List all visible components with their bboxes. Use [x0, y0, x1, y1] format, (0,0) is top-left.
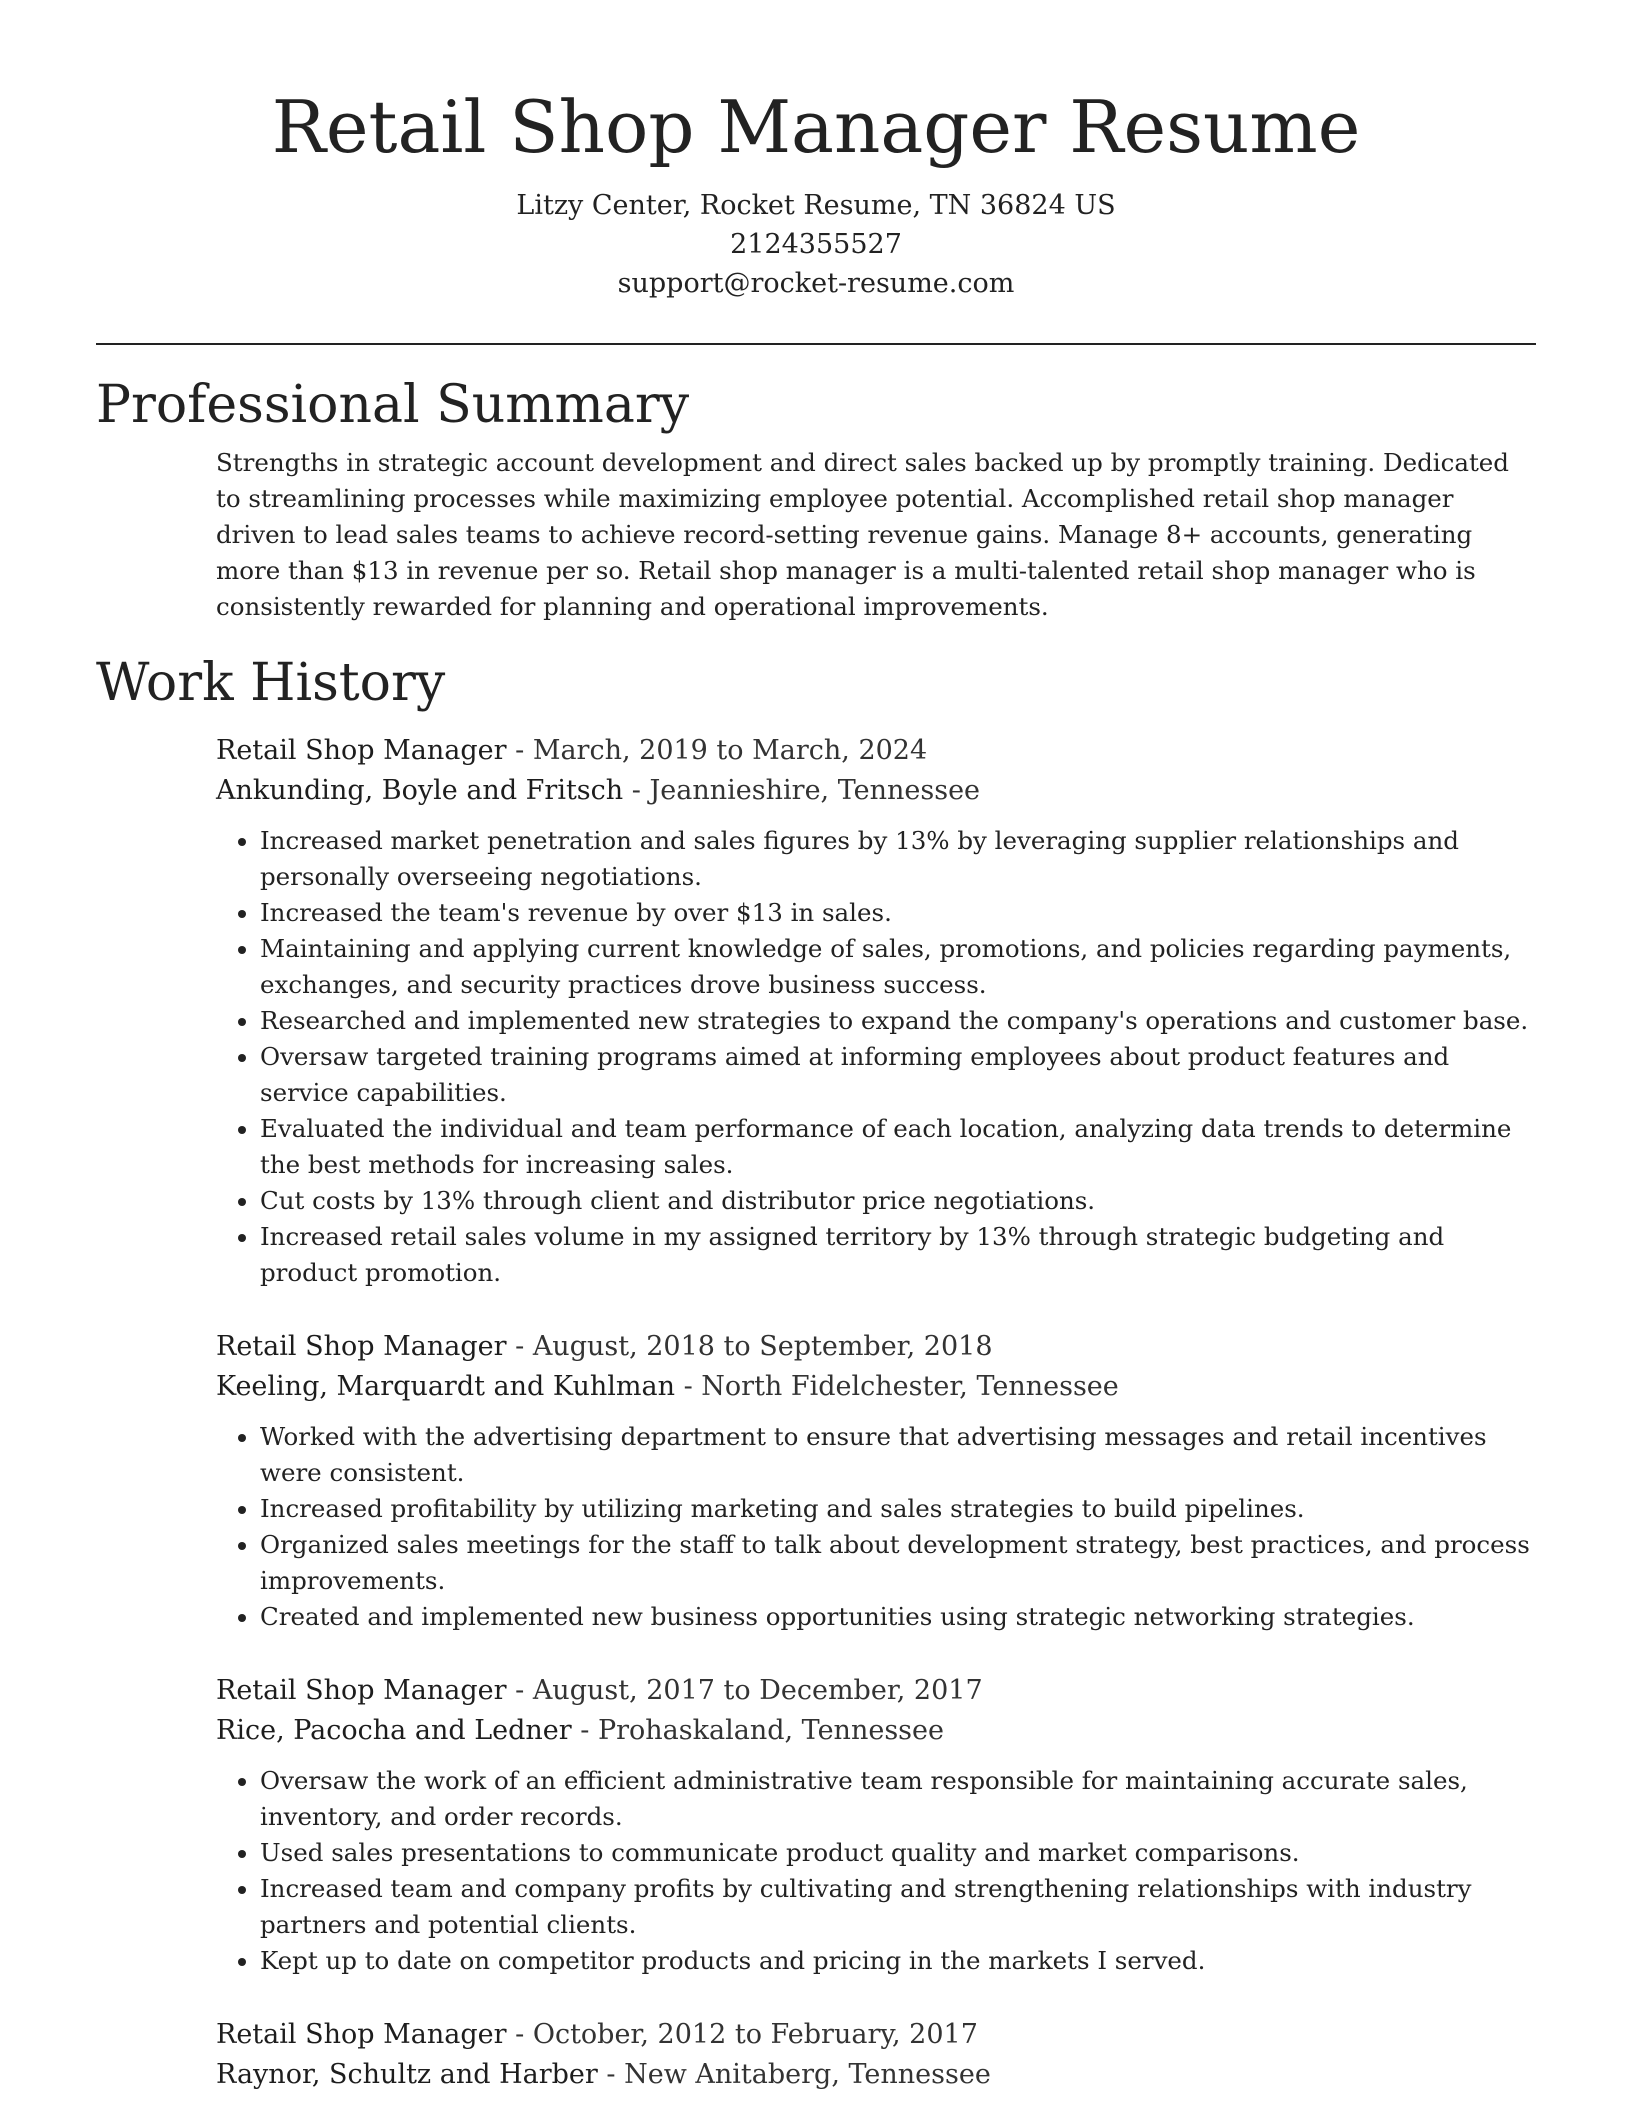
job-title: Retail Shop Manager [216, 735, 507, 766]
job-company-line [216, 2055, 1536, 2095]
job-title-line [216, 2015, 1536, 2055]
job-location: New Anitaberg, Tennessee [624, 2059, 991, 2090]
job-duty-item: • Oversaw targeted training programs aimed at informing employees about product features and service capabilities. [260, 1039, 1536, 1111]
job-duty-item: • Increased profitability by utilizing marketing and sales strategies to build pipelines. [260, 1491, 1536, 1527]
summary-section [96, 373, 1536, 625]
job-dates: October, 2012 to February, 2017 [532, 2019, 978, 2050]
job-company-line [216, 1711, 1536, 1751]
job-duty-item: • Used sales presentations to communicate product quality and market comparisons. [260, 1835, 1536, 1871]
job-company: Ankunding, Boyle and Fritsch [216, 775, 624, 806]
job-entry [216, 731, 1536, 1291]
contact-info [96, 186, 1536, 303]
job-dates: August, 2017 to December, 2017 [532, 1675, 983, 1706]
resume-page [96, 0, 1536, 2095]
job-dates: August, 2018 to September, 2018 [532, 1331, 993, 1362]
job-duty-item: • Kept up to date on competitor products and pricing in the markets I served. [260, 1943, 1536, 1979]
header-divider [96, 343, 1536, 345]
summary-text: Strengths in strategic account development and direct sales backed up by promptly training. Dedicated to streamlining processes while maximizing employee potential. Accomplished retail shop manager driven to lead sales teams to achieve record-setting revenue gains. Manage 8+ accounts, generating more than $13 in revenue per so. Retail shop manager is a multi-talented retail shop manager who is consistently rewarded for planning and operational improvements. [216, 448, 1509, 621]
job-title: Retail Shop Manager [216, 1331, 507, 1362]
job-separator: - [506, 2019, 533, 2050]
job-separator: - [675, 1371, 702, 1402]
job-separator: - [597, 2059, 625, 2090]
work-history-section [96, 651, 1536, 2095]
contact-phone: 2124355527 [730, 229, 902, 260]
job-duties-list [216, 823, 1536, 1291]
resume-title: Retail Shop Manager Resume [271, 85, 1361, 169]
job-title-line [216, 1327, 1536, 1367]
job-separator: - [506, 1331, 533, 1362]
job-duty-item: • Increased retail sales volume in my assigned territory by 13% through strategic budgeting and product promotion. [260, 1219, 1536, 1291]
job-location: Prohaskaland, Tennessee [597, 1715, 944, 1746]
contact-address: Litzy Center, Rocket Resume, TN 36824 US [516, 190, 1116, 221]
job-separator: - [506, 735, 533, 766]
job-duty-item: • Evaluated the individual and team performance of each location, analyzing data trends to determine the best methods for increasing sales. [260, 1111, 1536, 1183]
job-entry [216, 1327, 1536, 1635]
job-duty-item: • Oversaw the work of an efficient administrative team responsible for maintaining accurate sales, inventory, and order records. [260, 1763, 1536, 1835]
job-duty-item: • Worked with the advertising department to ensure that advertising messages and retail incentives were consistent. [260, 1419, 1536, 1491]
job-duty-item: • Organized sales meetings for the staff to talk about development strategy, best practices, and process improvements. [260, 1527, 1536, 1599]
job-duty-item: • Created and implemented new business opportunities using strategic networking strategies. [260, 1599, 1536, 1635]
job-title: Retail Shop Manager [216, 2019, 507, 2050]
job-separator: - [571, 1715, 598, 1746]
job-company-line [216, 1367, 1536, 1407]
job-duty-item: • Increased team and company profits by cultivating and strengthening relationships with industry partners and potential clients. [260, 1871, 1536, 1943]
job-location: Jeannieshire, Tennessee [649, 775, 981, 806]
job-duties-list [216, 1763, 1536, 1979]
job-company: Rice, Pacocha and Ledner [216, 1715, 572, 1746]
job-duty-item: • Increased the team's revenue by over $13 in sales. [260, 895, 1536, 931]
job-company: Keeling, Marquardt and Kuhlman [216, 1371, 675, 1402]
job-duties-list [216, 1419, 1536, 1635]
job-separator: - [623, 775, 650, 806]
job-title-line [216, 1671, 1536, 1711]
job-duty-item: • Maintaining and applying current knowledge of sales, promotions, and policies regarding payments, exchanges, and security practices drove business success. [260, 931, 1536, 1003]
job-company: Raynor, Schultz and Harber [216, 2059, 598, 2090]
job-list [96, 731, 1536, 2095]
resume-header [96, 0, 1536, 303]
job-entry [216, 2015, 1536, 2095]
job-duty-item: • Researched and implemented new strategies to expand the company's operations and customer base. [260, 1003, 1536, 1039]
job-duty-item: • Increased market penetration and sales figures by 13% by leveraging supplier relationships and personally overseeing negotiations. [260, 823, 1536, 895]
job-title-line [216, 731, 1536, 771]
summary-heading: Professional Summary [96, 375, 690, 435]
job-location: North Fidelchester, Tennessee [701, 1371, 1119, 1402]
contact-email: support@rocket-resume.com [617, 268, 1015, 299]
job-duty-item: • Cut costs by 13% through client and distributor price negotiations. [260, 1183, 1536, 1219]
job-entry [216, 1671, 1536, 1979]
work-history-heading: Work History [96, 653, 446, 713]
job-company-line [216, 771, 1536, 811]
job-title: Retail Shop Manager [216, 1675, 507, 1706]
job-separator: - [506, 1675, 533, 1706]
job-dates: March, 2019 to March, 2024 [532, 735, 928, 766]
